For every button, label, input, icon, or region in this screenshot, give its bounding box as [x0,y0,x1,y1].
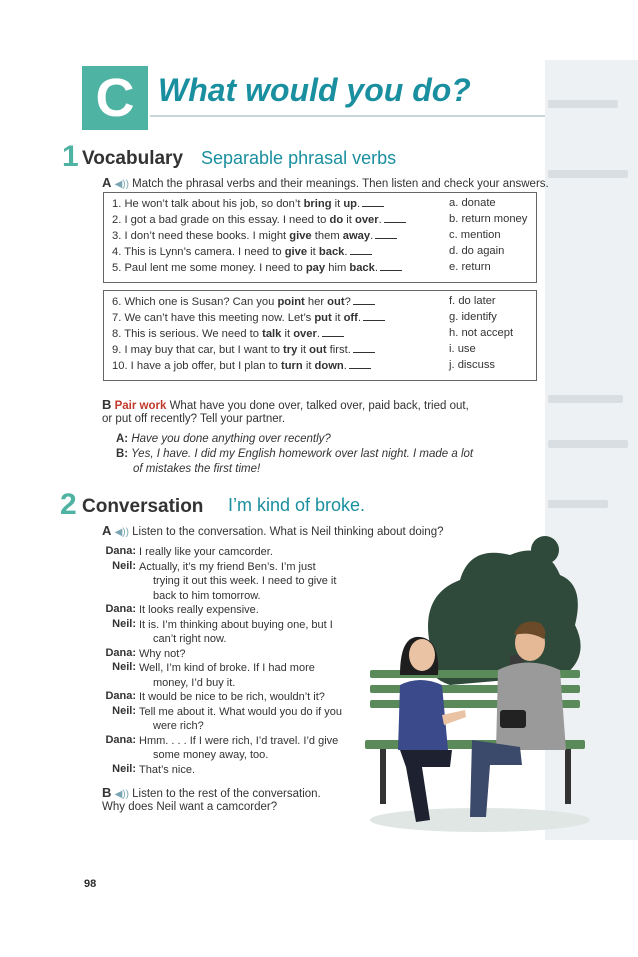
sentence-number: 3. [112,230,122,242]
phrasal-verb-particle: out [309,344,327,356]
page-number: 98 [84,878,97,890]
meaning-option: g. identify [449,311,497,323]
phrasal-verb-particle: down [314,360,344,372]
section-letter-badge: C [82,66,148,130]
sentence-text: . [378,214,382,226]
sentence-number: 9. [112,344,122,356]
pair-work-instruction [102,397,469,412]
meaning-option: i. use [449,343,476,355]
speaker-name: Neil: [112,704,136,717]
answer-blank[interactable] [363,311,385,321]
phrasal-verb-particle: off [343,312,358,324]
meaning-option: c. mention [449,229,501,241]
matching-sentence [112,343,375,356]
sentence-text: . [357,198,361,210]
speaker-name: Dana: [105,603,136,615]
audio-icon[interactable]: ◀)) [114,179,129,190]
phrasal-verb-particle: back [349,262,375,274]
phrasal-verb-part: put [314,312,332,324]
dialogue-line: Tell me about it. What would you do if you [139,705,342,718]
bleed-decoration [548,100,618,108]
part-label-b-2: B [102,785,112,800]
speaker-name: Neil: [112,617,136,630]
example-a [116,433,331,445]
sentence-text: it [302,360,315,372]
dialogue-line: It would be nice to be rich, wouldn’t it? [139,691,325,703]
dialogue-line: Actually, it’s my friend Ben’s. I’m just [139,560,316,573]
meaning-option: h. not accept [449,327,514,339]
phrasal-verb-particle: back [318,246,345,258]
sentence-text: I got a bad grade on this essay. I need to [124,214,330,226]
sentence-text: This is Lynn’s camera. I need to [124,246,285,258]
speaker-name: Dana: [105,545,136,557]
section-heading-vocabulary: Vocabulary [82,148,184,169]
speaker-name: Dana: [105,733,136,746]
sentence-text: I have a job offer, but I plan to [130,360,281,372]
camcorder [500,710,526,728]
park-bench-illustration [360,535,590,835]
sentence-text: first. [326,344,351,356]
page-title: What would you do? [158,72,471,108]
speaker-name: Neil: [112,762,136,775]
sentence-text: . [344,246,348,258]
part-label-b: B [102,397,112,412]
audio-icon[interactable]: ◀)) [114,789,129,800]
meaning-option: j. discuss [449,359,496,371]
sentence-text: ? [344,296,351,308]
matching-sentence [112,359,371,372]
part-a-instruction [102,175,549,190]
example-a-speaker: A: [116,433,129,445]
sentence-text: Paul lent me some money. I need to [124,262,306,274]
matching-sentence [112,197,384,210]
conversation-instruction-text: Listen to the conversation. What is Neil thinking about doing? [132,526,444,538]
phrasal-verb-particle: over [354,214,379,226]
sentence-number: 1. [112,198,122,210]
dialogue-line: Well, I’m kind of broke. If I had more [139,662,315,674]
pair-work-line2: or put off recently? Tell your partner. [102,413,286,425]
sentence-text: . [343,360,347,372]
sentence-text: it [343,214,355,226]
answer-blank[interactable] [350,245,372,255]
dialogue-line: It is. I’m thinking about buying one, but I [139,618,333,631]
sentence-text: . [374,262,378,274]
matching-sentence [112,327,344,340]
matching-sentence [112,311,385,324]
phrasal-verb-part: turn [280,360,303,372]
sentence-number: 8. [112,328,122,340]
meaning-option: e. return [449,261,491,273]
bleed-decoration [548,395,623,403]
dialogue-line: Why not? [139,647,186,660]
meaning-option: a. donate [449,197,496,209]
sentence-text: He won’t talk about his job, so don’t [124,198,304,210]
sentence-number: 5. [112,262,122,274]
pair-work-label: Pair work [114,400,167,412]
section-subheading-phrasal-verbs: Separable phrasal verbs [201,148,397,168]
dialogue-line: It looks really expensive. [139,604,259,616]
example-b-text1: Yes, I have. I did my English homework over last night. I made a lot [131,448,474,460]
dialogue-line: can’t right now. [153,633,227,645]
example-b-text2: of mistakes the first time! [133,463,261,475]
bleed-decoration [548,500,608,508]
meaning-option: d. do again [449,245,505,257]
sentence-text: We can’t have this meeting now. Let’s [124,312,315,324]
sentence-text: I may buy that car, but I want to [124,344,284,356]
sentence-text: . [316,328,320,340]
dialogue-line: I really like your camcorder. [139,546,273,558]
dialogue-line: trying it out this week. I need to give it [153,575,337,587]
sentence-number: 10. [112,360,128,372]
matching-sentence [112,213,406,226]
sentence-number: 4. [112,246,122,258]
sentence-text: them [311,230,343,242]
sentence-text: him [325,262,350,274]
meaning-option: b. return money [449,213,528,225]
section-number-1: 1 [62,140,79,173]
example-b-speaker: B: [116,448,129,460]
phrasal-verb-part: point [277,296,305,308]
sentence-text: I don’t need these books. I might [124,230,290,242]
matching-sentence [112,261,402,274]
example-b [116,448,473,460]
bleed-decoration [548,440,628,448]
example-a-text: Have you done anything over recently? [131,433,331,445]
phrasal-verb-particle: up [343,198,358,210]
answer-blank[interactable] [349,359,371,369]
part-a-text: Match the phrasal verbs and their meanings. Then listen and check your answers. [132,178,549,190]
dialogue-line: some money away, too. [153,749,269,761]
answer-blank[interactable] [380,261,402,271]
sentence-text: This is serious. We need to [124,328,263,340]
sentence-text: it [331,312,344,324]
sentence-text: it [297,344,310,356]
section-subheading-broke: I’m kind of broke. [228,495,366,515]
sentence-text: it [307,246,319,258]
matching-sentence [112,229,397,242]
sentence-text: Which one is Susan? Can you [124,296,278,308]
phrasal-verb-part: bring [303,198,332,210]
phrasal-verb-part: pay [305,262,326,274]
dialogue-line: back to him tomorrow. [153,589,261,602]
sentence-number: 2. [112,214,122,226]
answer-blank[interactable] [384,213,406,223]
dialogue-line: That’s nice. [139,763,196,776]
sentence-number: 6. [112,296,122,308]
section-number-2: 2 [60,488,77,521]
speaker-name: Dana: [105,690,136,702]
title-rule [150,115,545,117]
part-b-listen [102,785,321,800]
answer-blank[interactable] [353,295,375,305]
section-heading-conversation: Conversation [82,496,204,517]
phrasal-verb-part: do [329,214,344,226]
part-label-a: A [102,175,112,190]
sentence-text: . [370,230,374,242]
meaning-option: f. do later [449,295,496,307]
phrasal-verb-particle: away [342,230,371,242]
answer-blank[interactable] [322,327,344,337]
sentence-text: it [281,328,294,340]
dialogue-line: money, I’d buy it. [153,676,236,689]
part-b-line1: Listen to the rest of the conversation. [132,788,321,800]
speaker-name: Dana: [105,646,136,659]
sentence-text: it [331,198,344,210]
pair-work-line1: What have you done over, talked over, paid back, tried out, [169,400,469,412]
phrasal-verb-particle: over [293,328,317,340]
phrasal-verb-part: talk [262,328,282,340]
part-label-a-2: A [102,523,112,538]
speaker-name: Neil: [112,661,136,673]
phrasal-verb-part: give [284,246,308,258]
answer-blank[interactable] [362,197,384,207]
phrasal-verb-part: try [283,344,298,356]
part-b-line2: Why does Neil want a camcorder? [102,801,278,813]
phrasal-verb-part: give [289,230,312,242]
matching-sentence [112,245,372,258]
phrasal-verb-particle: out [327,296,345,308]
sentence-text: . [357,312,361,324]
matching-sentence [112,295,375,308]
speaker-name: Neil: [112,559,136,572]
bleed-decoration [548,170,628,178]
sentence-number: 7. [112,312,122,324]
dialogue-line: Hmm. . . . If I were rich, I’d travel. I’d give [139,734,339,747]
sentence-text: her [304,296,328,308]
answer-blank[interactable] [353,343,375,353]
audio-icon[interactable]: ◀)) [114,527,129,538]
dialogue-line: were rich? [153,720,204,732]
answer-blank[interactable] [375,229,397,239]
